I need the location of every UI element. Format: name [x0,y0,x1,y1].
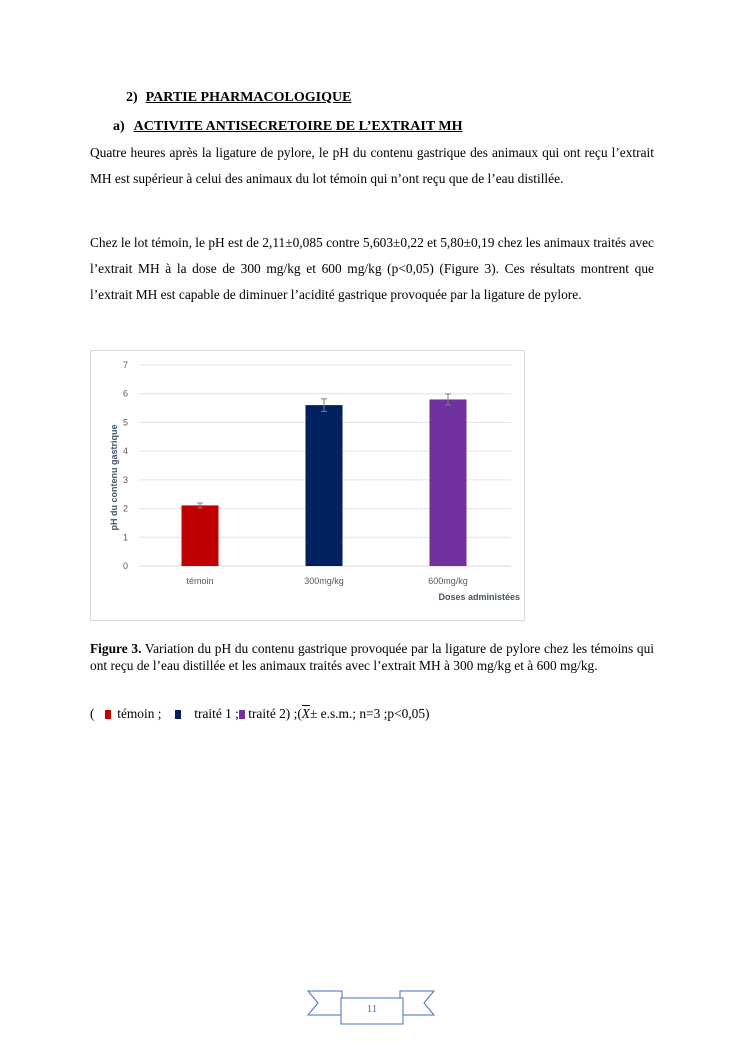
x-tick-label: 600mg/kg [428,576,468,586]
y-tick-label: 1 [122,532,128,543]
paragraph-2: Chez le lot témoin, le pH est de 2,11±0,085 contre 5,603±0,22 et 5,80±0,19 chez les animaux traités avec l’extrait MH à la dose de 300 mg/kg et 600 mg/kg (p<0,05) (Figure 3). Ces résultats montrent que l’extrait MH est capable de diminuer l’acidité gastrique provoquée par la ligature de pylore. [90,235,654,302]
legend-swatch-traite-2 [239,710,245,719]
figure-legend [90,706,430,722]
legend-label-traite-1: traité 1 ; [194,706,239,721]
bar [430,399,467,566]
figure-caption [90,640,654,674]
subsection-title: ACTIVITE ANTISECRETOIRE DE L’EXTRAIT MH [133,119,463,134]
subsection-heading [113,119,463,135]
y-tick-label: 0 [122,561,128,571]
figure-label: Figure 3. [90,641,142,656]
y-axis-label: pH du contenu gastrique [109,424,119,531]
mean-symbol: $\overline{X}$ [301,706,310,721]
legend-open: ( [90,706,95,721]
y-tick-label: 2 [122,503,128,514]
legend-swatch-temoin [105,710,111,719]
page-number: 11 [366,1003,378,1015]
legend-stats: ± e.s.m.; n=3 ;p<0,05) [309,706,430,721]
legend-label-traite-2: traité 2) ;( [248,706,302,721]
section-heading [126,90,351,106]
legend-label-temoin: témoin ; [117,706,162,721]
x-tick-label: 300mg/kg [304,576,344,586]
x-axis-ticks [186,576,467,586]
y-tick-label: 6 [122,388,128,399]
legend-swatch-traite-1 [175,710,181,719]
paragraph-1: Quatre heures après la ligature de pylore, le pH du contenu gastrique des animaux qui ont reçu l’extrait MH est supérieur à celui des animaux du lot témoin qui n’ont reçu que de l’eau distillée. [90,145,654,186]
bar-chart-svg [91,351,524,620]
figure-3-chart [90,350,525,621]
bar [306,405,343,566]
figure-caption-text: Variation du pH du contenu gastrique provoquée par la ligature de pylore chez les témoins qui ont reçu de l’eau distillée et les animaux traités avec l’extrait MH à 300 mg/kg et à 600 mg/kg. [90,641,655,673]
y-tick-label: 7 [122,360,128,370]
y-tick-label: 5 [122,417,128,428]
subsection-number: a) [113,119,125,134]
y-tick-label: 4 [122,446,128,457]
section-title: PARTIE PHARMACOLOGIQUE [145,90,352,105]
bar [182,505,219,566]
x-axis-label: Doses administées [438,592,520,602]
section-number: 2) [126,90,138,105]
y-tick-label: 3 [122,474,128,485]
chart-bars [182,399,467,566]
x-tick-label: témoin [186,576,214,586]
y-axis-ticks [123,360,128,571]
